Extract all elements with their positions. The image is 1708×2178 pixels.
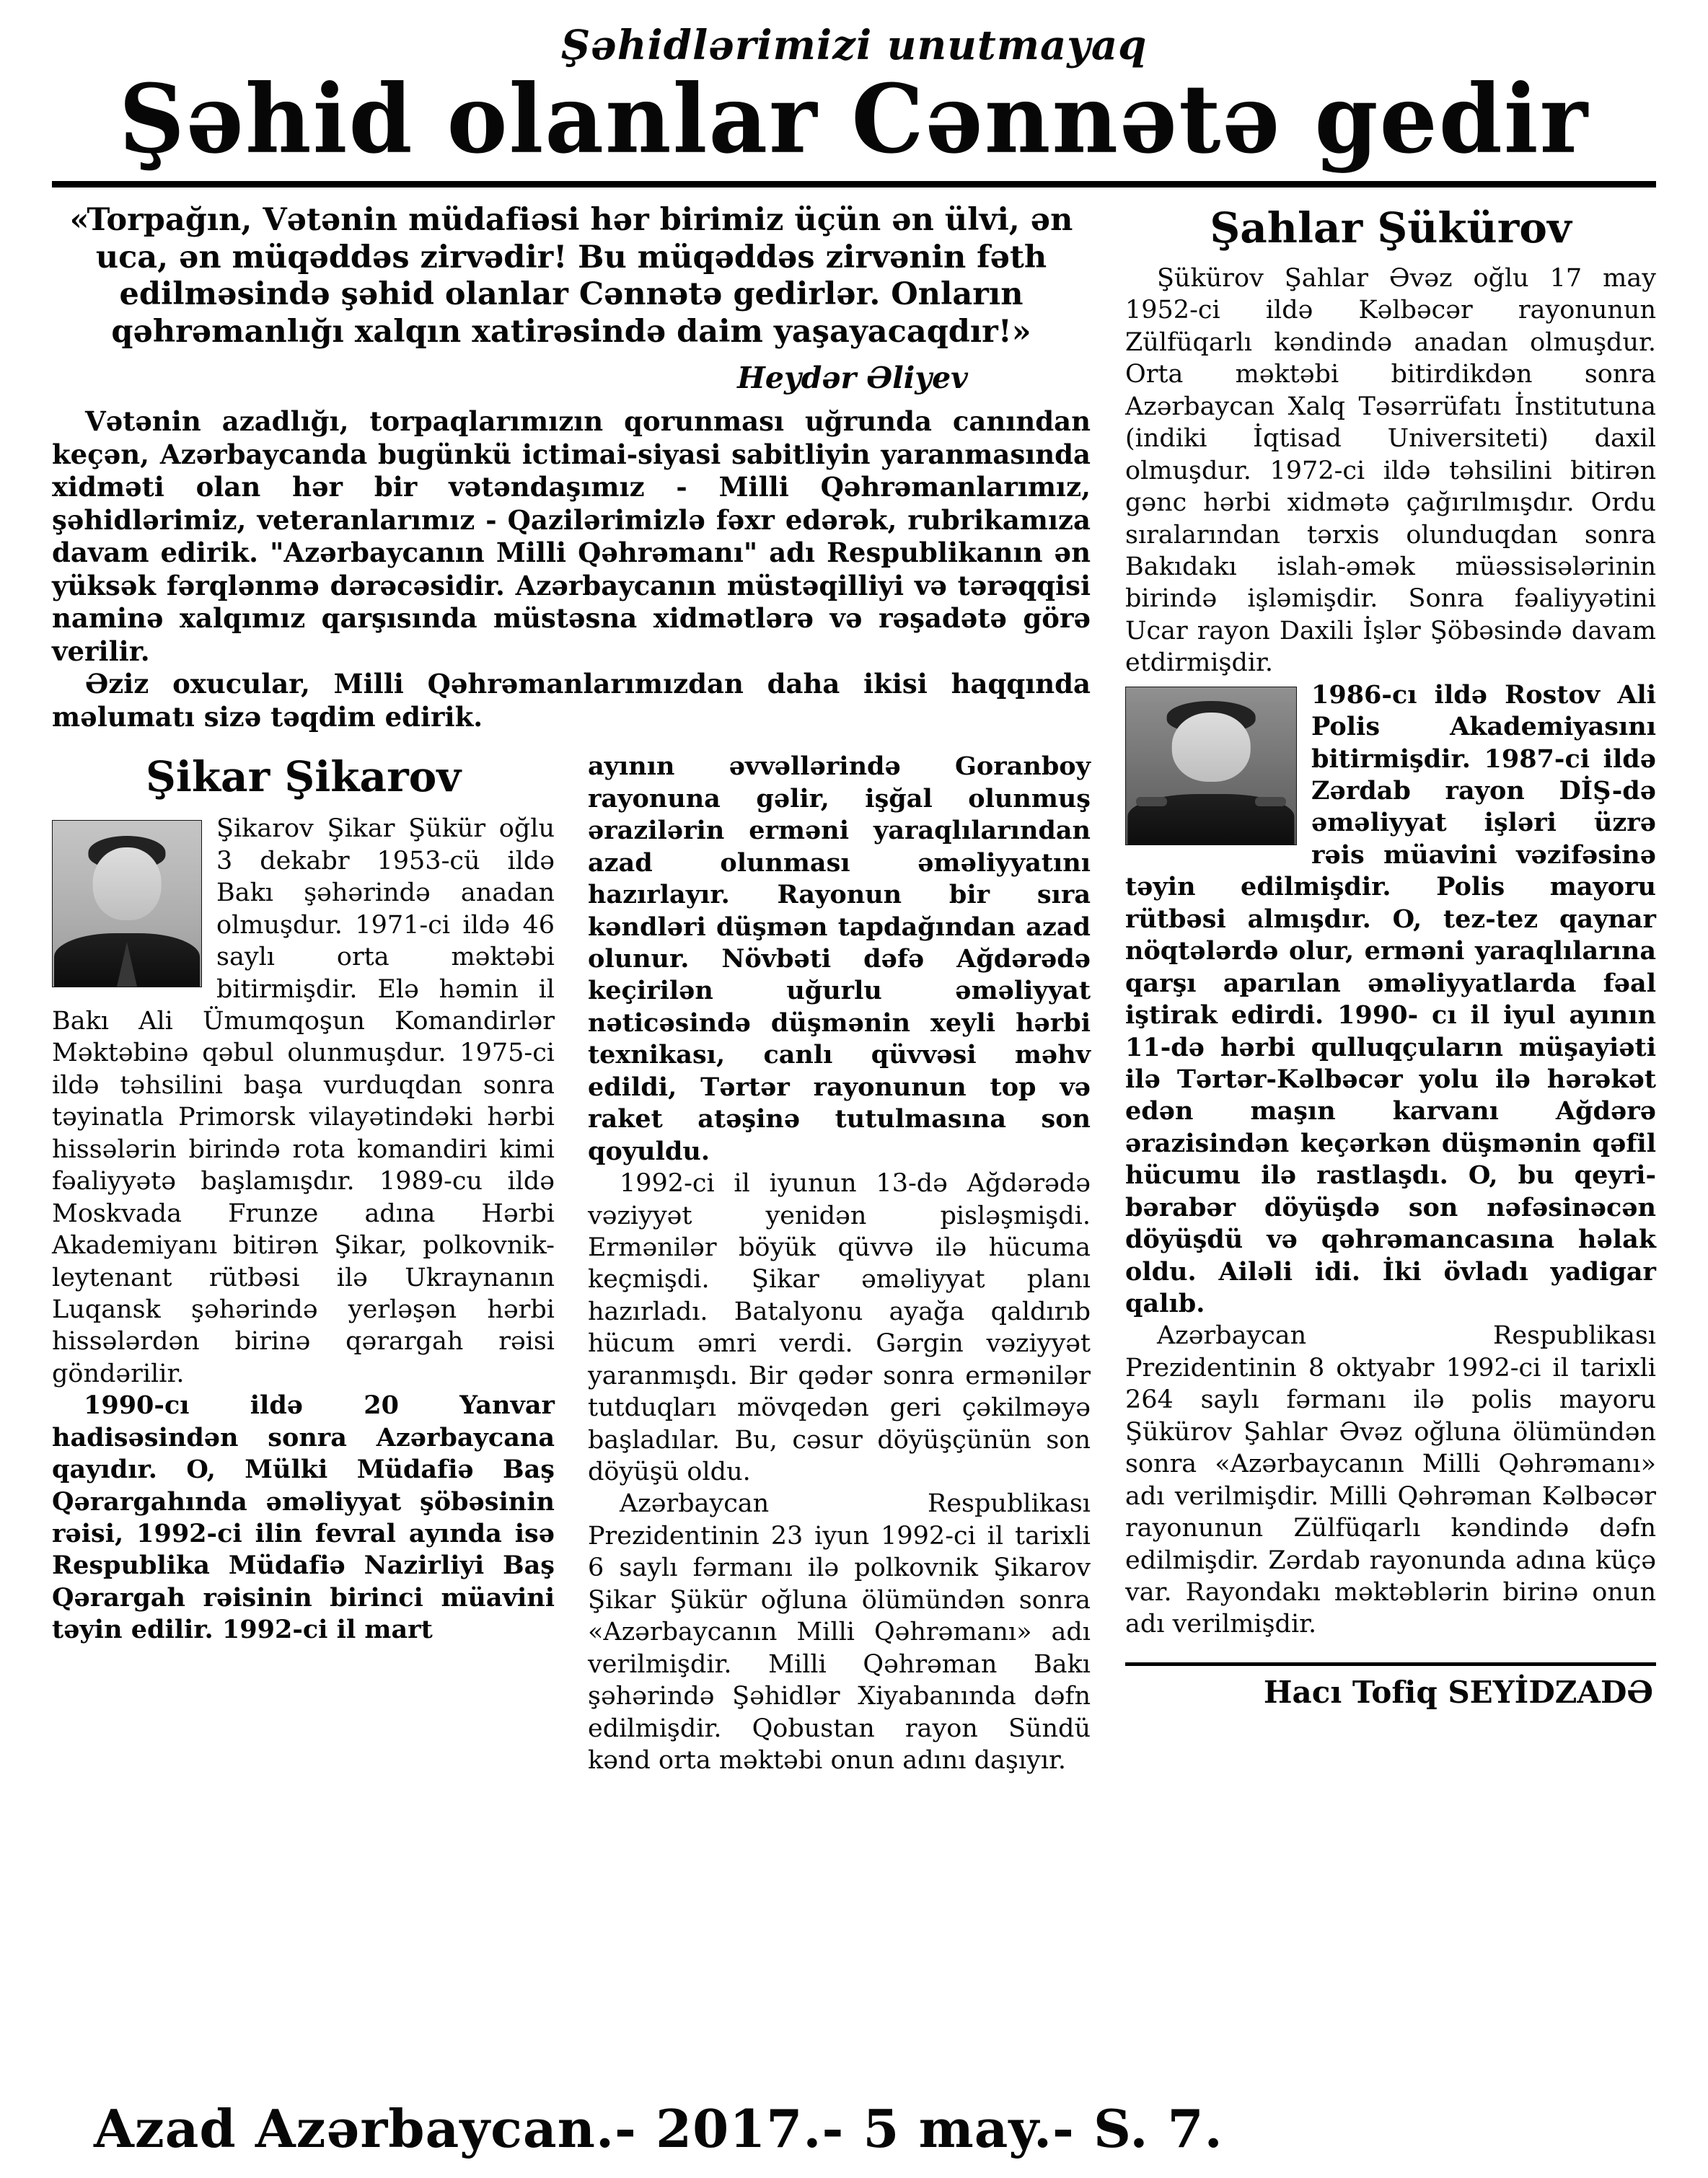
footer-citation: Azad Azərbaycan.- 2017.- 5 may.- S. 7. [94,2098,1223,2159]
sukurov-article [1125,199,1656,1710]
body-paragraph: Şükürov Şahlar Əvəz oğlu 17 may 1952-ci ildə Kəlbəcər rayonunun Zülfüqarlı kəndində anadan olmuşdur. Orta məktəbi bitirdikdən sonra Azərbaycan Xalq Təsərrüfatı İnstitutuna (indiki İqtisad Universiteti) daxil olmuşdur. 1972-ci ildə təhsilini bitirən gənc hərbi xidmətə çağırılmışdır. Ordu sıralarından tərxis olunduqdan sonra Bakıdakı islah-əmək müəssisələrinin birində işləmişdir. Sonra fəaliyyətini Ucar rayon Daxili İşlər Şöbəsində davam etdirmişdir. [1125,264,1656,678]
intro-paragraph-1: Vətənin azadlığı, torpaqlarımızın qorunması uğrunda canından keçən, Azərbaycanda bugünkü ictimai-siyasi sabitliyin yaranmasında xidməti olan hər bir vətəndaşımız - Milli Qəhrəmanlarımız, şəhidlərimiz, veteranlarımız - Qazilərimizlə fəxr edərək, rubrikamıza davam edirik. "Azərbaycanın Milli Qəhrəmanı" adı Respublikanın ən yüksək fərqlənmə dərəcəsidir. Azərbaycanın müstəqilliyi və tərəqqisi naminə xalqımız qarşısında müstəsna xidmətlərə və rəşadətə görə verilir. [52,405,1091,667]
byline-divider [1125,1662,1656,1666]
body-paragraph: 1992-ci il iyunun 13-də Ağdərədə vəziyyət yenidən pisləşmişdi. Ermənilər böyük qüvvə ilə hücuma keçmişdi. Şikar əməliyyat planı hazırladı. Batalyonu ayağa qaldırıb hücum əmri verdi. Gərgin vəziyyət yaranmışdı. Bir qədər sonra ermənilər tutduqları mövqedən geri çəkilməyə başladılar. Bu, cəsur döyüşçünün son döyüşü oldu. [588,1169,1091,1487]
sikarov-column-1 [52,751,555,1776]
headline-divider [52,181,1656,188]
headline: Şəhid olanlar Cənnətə gedir [118,63,1590,175]
portrait-epaulette-shape [1255,797,1285,806]
sikarov-article-body [52,813,555,1646]
left-block [52,199,1091,1776]
body-paragraph: 1990-cı ildə 20 Yanvar hadisəsindən sonra Azərbaycana qayıdır. O, Mülki Müdafiə Baş Qərargahında əməliyyat şöbəsinin rəisi, 1992-ci ilin fevral ayında isə Respublika Müdafiə Nazirliyi Baş Qərargah rəisinin birinci müavini təyin edilir. 1992-ci il mart [52,1390,555,1645]
sikarov-portrait-photo [52,820,202,987]
sikarov-article-title: Şikar Şikarov [145,752,462,802]
body-paragraph: Azərbaycan Respublikası Prezidentinin 23 iyun 1992-ci il tarixli 6 saylı fərmanı ilə polkovnik Şikarov Şikar Şükür oğluna ölümündən sonra «Azərbaycanın Milli Qəhrəmanı» adı verilmişdir. Milli Qəhrəman Bakı şəhərində Şəhidlər Xiyabanında dəfn edilmişdir. Qobustan rayon Sündü kənd orta məktəbi onun adını daşıyır. [588,1489,1091,1775]
quote-attribution: Heydər Əliyev [737,361,968,396]
author-byline: Hacı Tofiq SEYİDZADƏ [1263,1674,1653,1710]
body-paragraph: Azərbaycan Respublikası Prezidentinin 8 oktyabr 1992-ci il tarixli 264 saylı fərmanı ilə polis mayoru Şükürov Şahlar Əvəz oğluna ölümündən sonra «Azərbaycanın Milli Qəhrəmanı» adı verilmişdir. Milli Qəhrəman Kəlbəcər rayonunun Zülfüqarlı kəndində dəfn edilmişdir. Zərdab rayonunda adına küçə var. Rayondakı məktəblərin birinə onun adı verilmişdir. [1125,1321,1656,1639]
masthead [52,22,1656,175]
intro-paragraph-2: Əziz oxucular, Milli Qəhrəmanlarımızdan daha ikisi haqqında məlumatı sizə təqdim edirik. [52,668,1091,733]
body-paragraph: 1986-cı ildə Rostov Ali Polis Akademiyasını bitirmişdir. 1987-ci ildə Zərdab rayon DİŞ-də əməliyyat işləri üzrə rəis müavini vəzifəsinə təyin edilmişdir. Polis mayoru rütbəsi almışdır. O, tez-tez qaynar nöqtələrdə olur, erməni yaraqlılarına qarşı aparılan əməliyyatlarda fəal iştirak edirdi. 1990- cı il iyul ayının 11-də hərbi qulluqçuların müşayiəti ilə Tərtər-Kəlbəcər yolu ilə hərəkət edən maşın karvanı Ağdərə ərazisindən keçərkən düşmənin qəfil hücumu ilə rastlaşdı. O, bu qeyri-bərabər döyüşdə son nəfəsinəcən döyüşdü və qəhrəmancasına həlak oldu. Ailəli idi. İki övladı yadigar qalıb. [1125,679,1656,1319]
portrait-face-shape [93,847,162,920]
body-paragraph: ayının əvvəllərində Goranboy rayonuna gəlir, işğal olunmuş ərazilərin erməni yaraqlılarından azad olunması əməliyyatını hazırlayır. Rayonun bir sıra kəndləri düşmən tapdağından azad olunur. Növbəti dəfə Ağdərədə keçirilən uğurlu əməliyyat nəticəsində düşmənin xeyli hərbi texnikası, canlı qüvvəsi məhv edildi, Tərtər rayonunun top və raket atəşinə tutulmasına son qoyuldu. [588,751,1091,1166]
sukurov-photo-paragraph [1125,679,1656,1321]
sukurov-portrait-photo [1125,687,1297,845]
portrait-tie-shape [117,942,137,987]
intro-section [52,405,1091,733]
kicker: Şəhidlərimizi unutmayaq [560,22,1148,69]
portrait-face-shape [1172,713,1251,782]
main-content [52,199,1656,2079]
lead-quote: «Torpağın, Vətənin müdafiəsi hər birimiz üçün ən ülvi, ən uca, ən müqəddəs zirvədir! Bu müqəddəs zirvənin fəth edilməsində şəhid olanlar Cənnətə gedirlər. Onların qəhrəmanlığı xalqın xatirəsində daim yaşayacaqdır!» [69,202,1073,350]
sikarov-column-2 [588,751,1091,1776]
body-paragraph: Şikarov Şikar Şükür oğlu 3 dekabr 1953-cü ildə Bakı şəhərində anadan olmuşdur. 1971-ci ildə 46 saylı orta məktəbi bitirmişdir. Elə həmin il Bakı Ali Ümumqoşun Komandirlər Məktəbinə qəbul olunmuşdur. 1975-ci ildə təhsilini başa vurduqdan sonra təyinatla Primorsk vilayətindəki hərbi hissələrin birində rota komandiri kimi fəaliyyətə başlamışdır. 1989-cu ildə Moskvada Frunze adına Hərbi Akademiyanı bitirən Şikar, polkovnik-leytenant rütbəsi ilə Ukraynanın Luqansk şəhərində yerləşən hərbi hissələrdən birinə qərargah rəisi göndərilir. [52,814,555,1388]
portrait-epaulette-shape [1136,797,1166,806]
sikarov-article [52,751,1091,1776]
sukurov-article-title: Şahlar Şükürov [1210,203,1572,253]
